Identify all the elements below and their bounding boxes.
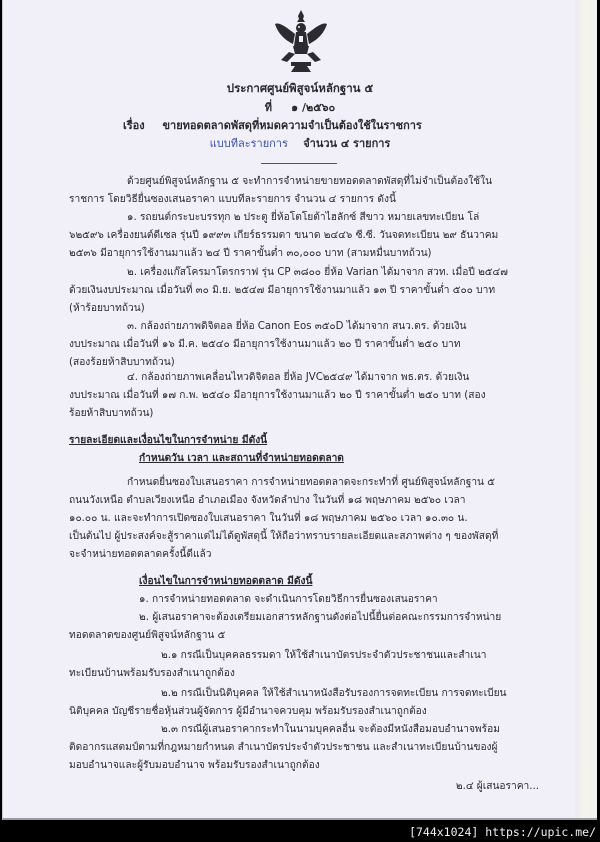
- intro-line: ด้วยศูนย์พิสูจน์หลักฐาน ๕ จะทำการจำหน่ายขายทอดตลาดพัสดุที่ไม่จำเป็นต้องใช้ใน: [127, 176, 493, 187]
- item-count: จำนวน ๔ รายการ: [303, 137, 391, 150]
- conditions-heading-text: เงื่อนไขในการจำหน่ายทอดตลาด มีดังนี้: [139, 576, 313, 587]
- schedule-line: ถนนวังเหนือ ตำบลเวียงเหนือ อำเภอเมือง จังหวัดลำปาง ในวันที่ ๑๘ พฤษภาคม ๒๕๖๐ เวลา: [69, 495, 466, 506]
- document-title: ประกาศศูนย์พิสูจน์หลักฐาน ๕: [226, 81, 374, 95]
- title-divider: [261, 163, 337, 164]
- sub-condition-2: [69, 685, 539, 721]
- sub-condition-line: มอบอำนาจและผู้รับมอบอำนาจ พร้อมรับรองสำเนาถูกต้อง: [69, 760, 320, 771]
- item-2: [69, 264, 539, 318]
- item-1: [69, 209, 539, 263]
- sale-method: แบบทีละรายการ: [209, 137, 288, 150]
- sub-condition-line: ทะเบียนบ้านพร้อมรับรองสำเนาถูกต้อง: [69, 668, 235, 679]
- page-edge-shadow: [575, 0, 597, 818]
- number-value: ๑ /๒๕๖๐: [291, 101, 336, 114]
- item-line: งบประมาณ เมื่อวันที่ ๑๗ ก.พ. ๒๕๔๐ มีอายุการใช้งานมาแล้ว ๒๐ ปี ราคาขั้นต่ำ ๒๕๐ บาท (สอง: [69, 390, 486, 401]
- subject-line-2: [3, 134, 597, 152]
- sub-condition-line: ๒.๓ กรณีผู้เสนอราคากระทำในนามบุคคลอื่น จะต้องมีหนังสือมอบอำนาจพร้อม: [161, 724, 500, 735]
- sub-condition-line: นิติบุคคล บัญชีรายชื่อหุ้นส่วนผู้จัดการ ผู้มีอำนาจควบคุม พร้อมรับรองสำเนาถูกต้อง: [69, 706, 427, 717]
- sub-condition-3: [69, 721, 539, 775]
- subject-text: ขายทอดตลาดพัสดุที่หมดความจำเป็นต้องใช้ในราชการ: [162, 119, 422, 132]
- item-line: ๑. รถยนต์กระบะบรรทุก ๒ ประตู ยี่ห้อโตโยต้าไฮลักซ์ สีขาว หมายเลขทะเบียน โล่: [127, 212, 480, 223]
- section-heading-text: รายละเอียดและเงื่อนไขในการจำหน่าย มีดังนี้: [69, 435, 268, 446]
- schedule-line: กำหนดยื่นซองใบเสนอราคา การจำหน่ายทอดตลาดจะกระทำที่ ศูนย์พิสูจน์หลักฐาน ๕: [127, 477, 495, 488]
- schedule-paragraph: [69, 474, 539, 564]
- subject-label: เรื่อง: [123, 119, 145, 132]
- item-line: ๖๒๕๙๖ เครื่องยนต์ดีเซล รุ่นปี ๑๙๙๓ เกียร์ธรรมดา ขนาด ๒๔๔๖ ซี.ซี. วันจดทะเบียน ๒๙ ธันวาคม: [69, 230, 499, 241]
- scanned-page: [2, 0, 597, 820]
- item-3: [69, 318, 539, 372]
- condition-line: ๒. ผู้เสนอราคาจะต้องเตรียมเอกสารหลักฐานดังต่อไปนี้ยื่นต่อคณะกรรมการจำหน่าย: [139, 612, 502, 623]
- schedule-line: เป็นต้นไป ผู้ประสงค์จะสู้ราคาแต่ไม่ได้ดูพัสดุนี้ ให้ถือว่าทราบรายละเอียดและสภาพต่าง ๆ ของพัสดุที่: [69, 531, 499, 542]
- condition-line: ทอดตลาดของศูนย์พิสูจน์หลักฐาน ๕: [69, 630, 226, 641]
- item-line: ๓. กล้องถ่ายภาพดิจิตอล ยี่ห้อ Canon Eos ๓๕๐D ได้มาจาก สนว.ตร. ด้วยเงิน: [127, 321, 467, 332]
- image-watermark: [744x1024] https://upic.me/: [409, 825, 596, 839]
- intro-paragraph: [69, 173, 539, 209]
- schedule-line: จะจำหน่ายทอดตลาดครั้งนี้ดีแล้ว: [69, 549, 212, 560]
- item-line: ด้วยเงินงบประมาณ เมื่อวันที่ ๓๐ มิ.ย. ๒๕๔๗ มีอายุการใช้งานมาแล้ว ๑๓ ปี ราคาขั้นต่ำ ๕๐๐ บาท: [69, 285, 496, 296]
- schedule-line: ๑๐.๐๐ น. และจะทำการเปิดซองใบเสนอราคา ในวันที่ ๑๘ พฤษภาคม ๒๕๖๐ เวลา ๑๐.๓๐ น.: [69, 513, 468, 524]
- garuda-emblem-icon: [271, 8, 331, 74]
- continuation-text: ๒.๔ ผู้เสนอราคา...: [455, 781, 539, 792]
- item-line: ๒๕๓๖ มีอายุการใช้งานมาแล้ว ๒๔ ปี ราคาขั้นต่ำ ๓๐,๐๐๐ บาท (สามหมื่นบาทถ้วน): [69, 248, 432, 259]
- item-4: [69, 369, 539, 423]
- document-subject: [123, 116, 422, 134]
- conditions-section: [69, 573, 539, 645]
- document-number: [3, 98, 597, 116]
- sub-condition-line: ๒.๒ กรณีเป็นนิติบุคคล ให้ใช้สำเนาหนังสือรับรองการจดทะเบียน การจดทะเบียน: [161, 688, 507, 699]
- schedule-heading-text: กำหนดวัน เวลา และสถานที่จำหน่ายทอดตลาด: [139, 453, 344, 464]
- sub-condition-line: ติดอากรแสตมป์ตามที่กฎหมายกำหนด สำเนาบัตรประจำตัวประชาชน และสำเนาทะเบียนบ้านของผู้: [69, 742, 498, 753]
- item-line: ร้อยห้าสิบบาทถ้วน): [69, 408, 154, 419]
- section-heading: [69, 432, 539, 468]
- item-line: ๔. กล้องถ่ายภาพเคลื่อนไหวดิจิตอล ยี่ห้อ JVC๒๕๔๙ ได้มาจาก พธ.ตร. ด้วยเงิน: [127, 372, 470, 383]
- item-line: ๒. เครื่องแก๊สโครมาโตรกราฟ รุ่น CP ๓๘๐๐ ยี่ห้อ Varian ได้มาจาก สวท. เมื่อปี ๒๕๔๗: [127, 267, 508, 278]
- number-label: ที่: [264, 101, 272, 114]
- condition-line: ๑. การจำหน่ายทอดตลาด จะดำเนินการโดยวิธีการยื่นซองเสนอราคา: [139, 594, 438, 605]
- continuation-marker: [69, 778, 539, 796]
- sub-condition-1: [69, 647, 539, 683]
- item-line: (ห้าร้อยบาทถ้วน): [69, 303, 145, 314]
- sub-condition-line: ๒.๑ กรณีเป็นบุคคลธรรมดา ให้ใช้สำเนาบัตรประจำตัวประชาชนและสำเนา: [161, 650, 487, 661]
- intro-line: ราชการ โดยวิธียื่นซองเสนอราคา แบบทีละรายการ จำนวน ๔ รายการ ดังนี้: [69, 194, 396, 205]
- item-line: งบประมาณ เมื่อวันที่ ๑๖ มี.ค. ๒๕๔๐ มีอายุการใช้งานมาแล้ว ๒๐ ปี ราคาขั้นต่ำ ๒๕๐ บาท: [69, 339, 461, 350]
- item-line: (สองร้อยห้าสิบบาทถ้วน): [69, 357, 175, 368]
